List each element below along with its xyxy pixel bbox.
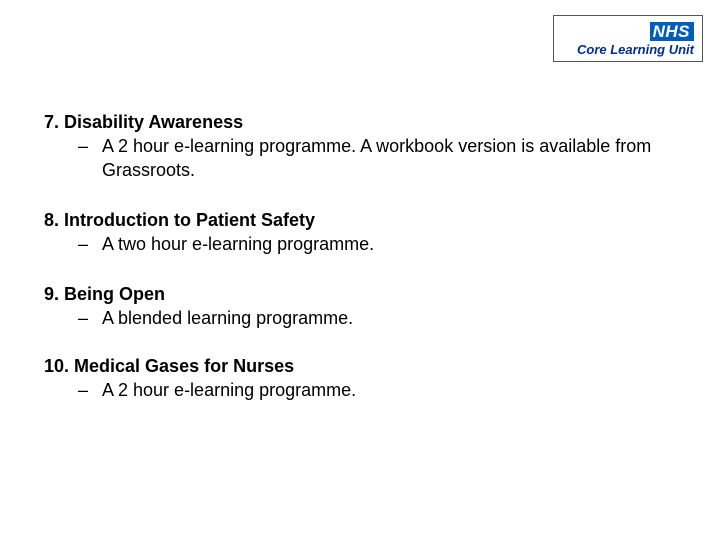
dash-bullet: – [78, 234, 89, 254]
course-title: 7. Disability Awareness [44, 112, 244, 132]
course-description: A 2 hour e-learning programme. [102, 380, 357, 400]
course-description: A blended learning programme. [102, 308, 354, 328]
course-description: A 2 hour e-learning programme. A workbook version is available from Grassroots. [102, 136, 652, 180]
dash-bullet: – [78, 308, 89, 328]
course-title: 9. Being Open [44, 284, 166, 304]
course-title: 8. Introduction to Patient Safety [44, 210, 316, 230]
course-title: 10. Medical Gases for Nurses [44, 356, 295, 376]
course-item [44, 208, 684, 256]
course-description-row [78, 232, 682, 256]
dash-bullet: – [78, 136, 89, 156]
logo-unit-name: Core Learning Unit [576, 42, 694, 57]
course-item [44, 282, 684, 330]
nhs-core-learning-unit-logo [553, 15, 703, 62]
dash-bullet: – [78, 380, 89, 400]
course-item [44, 354, 684, 402]
course-item [44, 110, 684, 182]
course-list [44, 110, 684, 402]
nhs-badge: NHS [650, 22, 694, 41]
course-description-row [78, 378, 682, 402]
course-description-row [78, 134, 682, 182]
course-description: A two hour e-learning programme. [102, 234, 375, 254]
course-description-row [78, 306, 682, 330]
